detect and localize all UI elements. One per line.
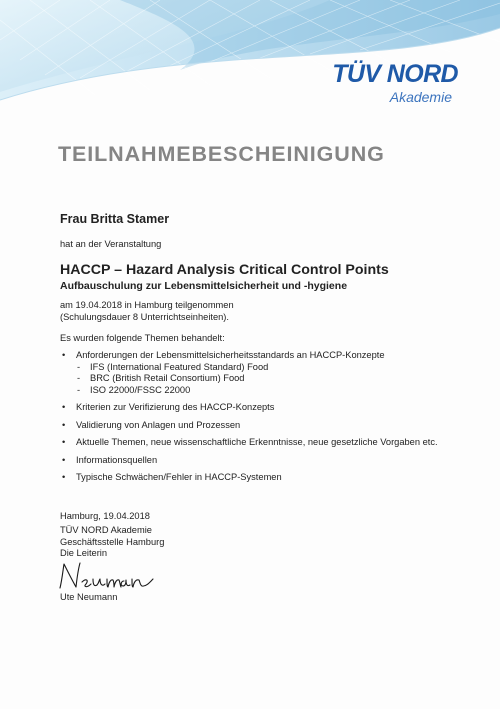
topics-list	[62, 350, 442, 490]
topic-text: Aktuelle Themen, neue wissenschaftliche Erkenntnisse, neue gesetzliche Vorgaben etc.	[76, 437, 438, 447]
certificate-title: TEILNAHMEBESCHEINIGUNG	[58, 142, 385, 166]
org-role: Die Leiterin	[60, 548, 108, 558]
topic-text: Validierung von Anlagen und Prozessen	[76, 419, 241, 430]
topics-intro: Es wurden folgende Themen behandelt:	[60, 333, 225, 343]
topic-text: Kriterien zur Verifizierung des HACCP-Konzepts	[76, 402, 275, 412]
topic-item	[62, 437, 442, 449]
topic-item	[62, 350, 442, 396]
intro-line: hat an der Veranstaltung	[60, 239, 162, 249]
logo-wordmark: TÜV NORD	[332, 60, 458, 88]
topic-item	[62, 420, 442, 432]
subitem: - ISO 22000/FSSC 22000	[76, 385, 442, 397]
topic-subitems	[76, 362, 442, 397]
subitem: - BRC (British Retail Consortium) Food	[76, 373, 442, 385]
topic-text: Informationsquellen	[76, 454, 158, 465]
duration-line: (Schulungsdauer 8 Unterrichtseinheiten).	[60, 311, 229, 322]
topic-item	[62, 402, 442, 414]
signer-name: Ute Neumann	[60, 592, 118, 602]
topic-item	[62, 455, 442, 467]
topic-item	[62, 472, 442, 484]
event-subtitle: Aufbauschulung zur Lebensmittelsicherheit und -hygiene	[60, 280, 348, 292]
topic-text: Anforderungen der Lebensmittelsicherheitsstandards an HACCP-Konzepte	[76, 350, 385, 360]
tuev-nord-logo	[332, 62, 458, 105]
organization-block	[60, 525, 164, 560]
event-title: HACCP – Hazard Analysis Critical Control Points	[60, 262, 389, 278]
handwritten-signature	[56, 560, 156, 592]
org-branch: Geschäftsstelle Hamburg	[60, 536, 165, 547]
logo-subtitle: Akademie	[389, 89, 452, 105]
org-name: TÜV NORD Akademie	[60, 525, 152, 535]
date-line: am 19.04.2018 in Hamburg teilgenommen	[60, 300, 234, 310]
recipient-name: Frau Britta Stamer	[60, 212, 170, 226]
place-date: Hamburg, 19.04.2018	[60, 511, 150, 521]
subitem: - IFS (International Featured Standard) Food	[76, 362, 442, 374]
topic-text: Typische Schwächen/Fehler in HACCP-Systemen	[76, 472, 282, 482]
